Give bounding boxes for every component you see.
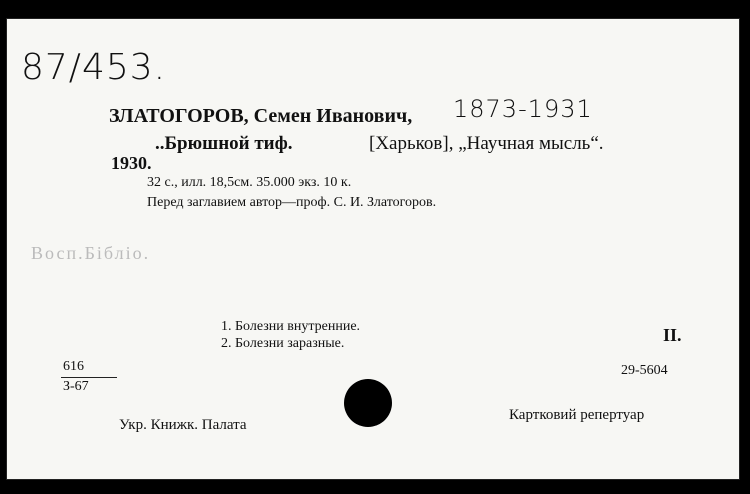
author-note: Перед заглавием автор—проф. С. И. Златогоров. (147, 195, 437, 210)
imprint: [Харьков], „Научная мысль“. (369, 133, 604, 154)
classification-top: 616 (63, 359, 84, 374)
catalog-card (6, 18, 740, 480)
collation: 32 с., илл. 18,5см. 35.000 экз. 10 к. (147, 175, 352, 190)
author-dates: 1873-1931 (453, 95, 593, 123)
call-number: 87/453. (21, 47, 167, 88)
classification-divider (61, 377, 117, 378)
classification-bottom: З-67 (63, 379, 89, 394)
publisher-chamber: Укр. Книжк. Палата (119, 417, 247, 433)
record-number: 29-5604 (621, 363, 668, 378)
book-title: ..Брюшной тиф. (155, 133, 293, 154)
faded-stamp: Восп.Бібліо. (31, 243, 151, 263)
subject-heading-2: 2. Болезни заразные. (221, 336, 345, 351)
punch-hole (344, 379, 392, 427)
author-name: ЗЛАТОГОРОВ, Семен Иванович, (109, 105, 413, 127)
publication-year: 1930. (111, 153, 152, 173)
section-code: II. (663, 325, 682, 345)
subject-heading-1: 1. Болезни внутренние. (221, 319, 361, 334)
repertory-label: Картковий репертуар (509, 407, 645, 423)
